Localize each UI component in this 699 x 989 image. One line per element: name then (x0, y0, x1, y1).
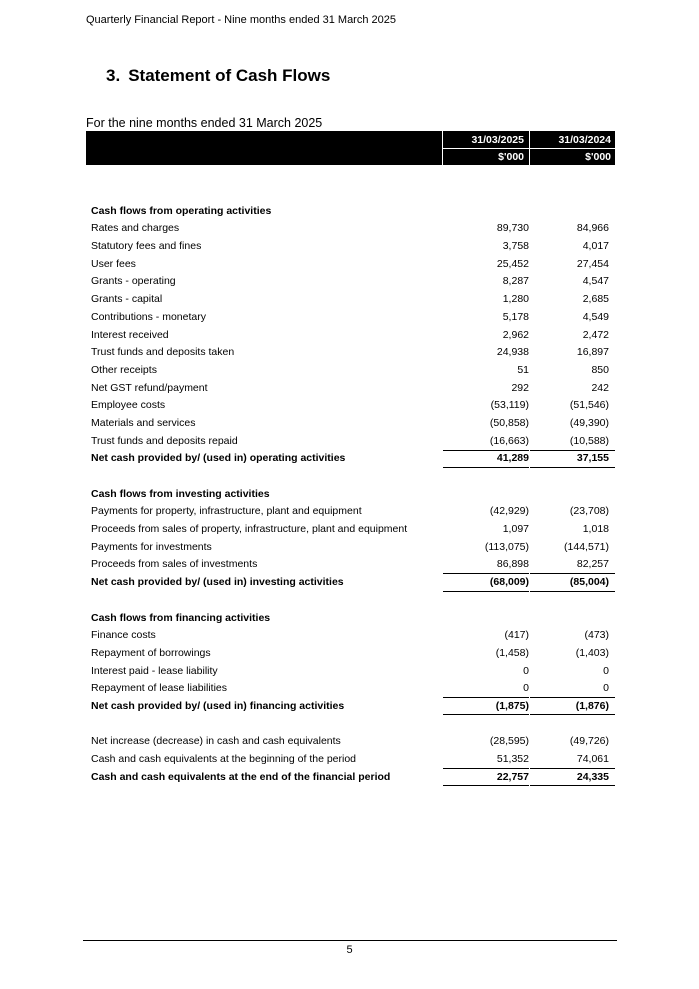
row-label: Interest received (91, 328, 169, 341)
section-heading-row (86, 486, 615, 504)
value-2025: (42,929) (489, 505, 529, 518)
table-row (86, 415, 615, 433)
row-label: Cash and cash equivalents at the beginning of the period (91, 753, 357, 765)
value-2024: 84,966 (576, 222, 609, 235)
table-row (86, 327, 615, 345)
value-2025: 292 (511, 381, 529, 394)
row-label: Repayment of borrowings (91, 646, 211, 659)
row-label: Trust funds and deposits repaid (91, 434, 238, 447)
row-label: Cash flows from investing activities (91, 487, 270, 500)
value-2025: 25,452 (496, 257, 529, 270)
value-2025: (1,875) (495, 699, 529, 712)
value-2024: (1,876) (575, 699, 609, 712)
total-row (86, 574, 615, 592)
value-2024: (144,571) (564, 540, 609, 553)
row-label: Net GST refund/payment (91, 381, 208, 394)
header-divider (529, 131, 530, 165)
value-2024: (1,403) (575, 646, 609, 659)
value-2024: (85,004) (569, 576, 609, 589)
row-label: Proceeds from sales of property, infrastructure, plant and equipment (91, 523, 408, 536)
row-label: Interest paid - lease liability (91, 664, 218, 677)
value-2025: 1,097 (502, 523, 529, 536)
value-2025: (417) (504, 629, 529, 642)
row-label: Payments for investments (91, 540, 212, 553)
row-label: Statutory fees and fines (91, 240, 202, 253)
row-label: Materials and services (91, 416, 196, 429)
value-2024: (473) (584, 629, 609, 642)
value-2025: (28,595) (489, 735, 529, 748)
table-row (86, 521, 615, 539)
value-2025: (53,119) (490, 399, 529, 412)
row-label: Contributions - monetary (91, 310, 206, 323)
value-2025: 86,898 (496, 558, 529, 571)
value-2024: 82,257 (576, 558, 609, 571)
underline-rule (443, 785, 529, 786)
value-2025: (1,458) (495, 646, 529, 659)
section-heading-row (86, 203, 615, 221)
value-2025: 41,289 (496, 452, 529, 465)
value-2024: (23,708) (569, 505, 609, 518)
spacer-row (86, 716, 615, 734)
value-2025: 89,730 (496, 222, 529, 235)
column-unit-2025: $'000 (498, 151, 524, 163)
value-2024: 0 (603, 682, 609, 695)
row-label: User fees (91, 257, 136, 270)
value-2024: (10,588) (569, 434, 609, 447)
row-label: Other receipts (91, 363, 157, 376)
table-row (86, 663, 615, 681)
row-label: Trust funds and deposits taken (91, 346, 235, 359)
value-2025: 1,280 (502, 293, 529, 306)
row-label: Cash and cash equivalents at the end of the financial period (91, 770, 391, 783)
value-2025: 8,287 (502, 275, 529, 288)
table-row (86, 309, 615, 327)
value-2025: 51 (517, 363, 529, 376)
value-2025: (68,009) (489, 576, 529, 589)
table-row (86, 291, 615, 309)
value-2024: 850 (591, 363, 609, 376)
value-2024: 24,335 (576, 770, 609, 783)
table-row (86, 220, 615, 238)
table-row (86, 273, 615, 291)
value-2025: (113,075) (484, 540, 529, 553)
table-row (86, 344, 615, 362)
table-row (86, 627, 615, 645)
value-2024: 37,155 (576, 452, 609, 465)
row-label: Proceeds from sales of investments (91, 558, 258, 571)
table-row (86, 397, 615, 415)
value-2024: (49,390) (569, 416, 609, 429)
value-2024: 242 (591, 381, 609, 394)
table-row (86, 645, 615, 663)
table-row (86, 751, 615, 769)
value-2024: 2,685 (582, 293, 609, 306)
section-number: 3. (106, 66, 121, 85)
row-label: Grants - operating (91, 275, 176, 288)
section-title-text: Statement of Cash Flows (128, 66, 331, 85)
table-row (86, 238, 615, 256)
row-label: Net increase (decrease) in cash and cash equivalents (91, 735, 341, 748)
table-header (86, 131, 615, 165)
row-label: Rates and charges (91, 222, 180, 235)
value-2024: 0 (603, 664, 609, 677)
value-2024: 27,454 (576, 257, 609, 270)
value-2025: (16,663) (489, 434, 529, 447)
row-label: Repayment of lease liabilities (91, 682, 227, 695)
column-date-2024: 31/03/2024 (558, 134, 611, 146)
header-divider (442, 131, 443, 165)
table-row (86, 380, 615, 398)
spacer-row (86, 592, 615, 610)
value-2024: 16,897 (576, 346, 609, 359)
value-2025: 5,178 (502, 310, 529, 323)
value-2025: 0 (523, 664, 529, 677)
value-2025: 3,758 (502, 240, 529, 253)
period-note: For the nine months ended 31 March 2025 (86, 116, 323, 130)
value-2024: 4,017 (582, 240, 609, 253)
cash-flow-table (86, 185, 615, 786)
table-row (86, 733, 615, 751)
row-label: Grants - capital (91, 293, 163, 306)
row-label: Net cash provided by/ (used in) investing activities (91, 576, 344, 589)
footer-divider (83, 940, 617, 941)
section-heading-row (86, 610, 615, 628)
spacer-row (86, 468, 615, 486)
table-row (86, 503, 615, 521)
value-2024: 2,472 (582, 328, 609, 341)
value-2025: 24,938 (496, 346, 529, 359)
spacer-row (86, 185, 615, 203)
table-row (86, 256, 615, 274)
value-2024: 74,061 (576, 753, 609, 765)
value-2024: 1,018 (582, 523, 609, 536)
row-label: Cash flows from financing activities (91, 611, 271, 624)
value-2024: (51,546) (569, 399, 609, 412)
column-unit-2024: $'000 (585, 151, 611, 163)
row-label: Employee costs (91, 399, 166, 412)
row-label: Cash flows from operating activities (91, 204, 272, 217)
row-label: Net cash provided by/ (used in) financing activities (91, 699, 345, 712)
page-number: 5 (346, 944, 353, 956)
row-label: Net cash provided by/ (used in) operating activities (91, 452, 346, 465)
running-header: Quarterly Financial Report - Nine months ended 31 March 2025 (86, 14, 396, 26)
column-date-2025: 31/03/2025 (471, 134, 524, 146)
value-2025: 22,757 (496, 770, 529, 783)
table-row (86, 362, 615, 380)
total-row (86, 769, 615, 787)
value-2024: 4,547 (582, 275, 609, 288)
row-label: Finance costs (91, 629, 156, 642)
value-2025: 2,962 (502, 328, 529, 341)
total-row (86, 698, 615, 716)
value-2025: (50,858) (489, 416, 529, 429)
value-2024: 4,549 (582, 310, 609, 323)
table-row (86, 539, 615, 557)
underline-rule (530, 785, 615, 786)
table-row (86, 556, 615, 574)
value-2025: 51,352 (496, 753, 529, 765)
section-title (106, 66, 330, 86)
total-row (86, 450, 615, 468)
value-2025: 0 (523, 682, 529, 695)
value-2024: (49,726) (569, 735, 609, 748)
table-row (86, 680, 615, 698)
row-label: Payments for property, infrastructure, plant and equipment (91, 505, 362, 518)
table-row (86, 433, 615, 451)
